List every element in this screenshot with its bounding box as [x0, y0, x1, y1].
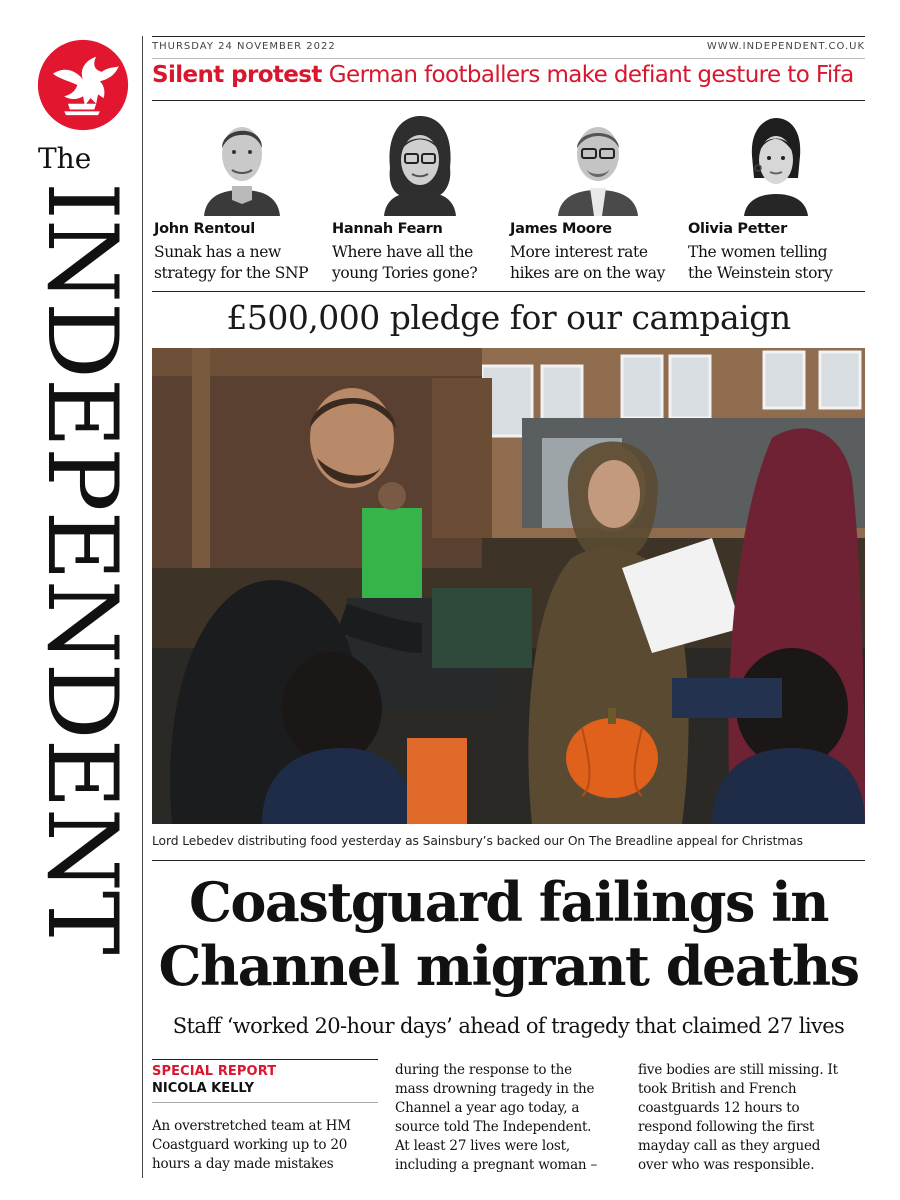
columnist-john-rentoul[interactable] — [152, 108, 330, 286]
body-line: over who was responsible. — [638, 1157, 815, 1173]
columnists-strip — [152, 108, 865, 286]
body-rule — [152, 1059, 378, 1060]
body-line: hours a day made mistakes — [152, 1156, 334, 1172]
byline-rule — [152, 1102, 378, 1103]
teaser-kicker: Silent protest — [152, 62, 322, 88]
campaign-headline[interactable]: £500,000 pledge for our campaign — [226, 298, 791, 337]
body-column-1 — [152, 1117, 378, 1174]
body-column-2 — [395, 1061, 621, 1175]
issue-date: THURSDAY 24 NOVEMBER 2022 — [152, 41, 336, 52]
columnist-name: James Moore — [510, 221, 612, 237]
masthead-the: The — [38, 142, 92, 175]
report-kicker: SPECIAL REPORT — [152, 1064, 277, 1079]
lead-standfirst: Staff ‘worked 20-hour days’ ahead of tragedy that claimed 27 lives — [172, 1014, 845, 1038]
columnists-rule — [152, 291, 865, 292]
special-report-block — [152, 1064, 378, 1103]
eagle-logo-icon — [36, 38, 130, 132]
body-line: during the response to the — [395, 1062, 572, 1078]
columnist-headline — [332, 242, 514, 284]
body-line: five bodies are still missing. It — [638, 1062, 838, 1078]
headline-line: young Tories gone? — [332, 264, 478, 282]
body-line: source told The Independent. — [395, 1119, 592, 1135]
columnist-portrait-icon — [736, 108, 816, 216]
columnist-portrait-icon — [380, 108, 460, 216]
body-line: At least 27 lives were lost, — [395, 1138, 570, 1154]
columnist-james-moore[interactable] — [508, 108, 686, 286]
lead-photo — [152, 348, 865, 824]
columnist-name: Hannah Fearn — [332, 221, 443, 237]
masthead-title: INDEPENDENT — [26, 182, 138, 954]
columnist-headline — [154, 242, 336, 284]
headline-line: hikes are on the way — [510, 264, 665, 282]
headline-line: Channel migrant deaths — [158, 934, 859, 998]
body-line: including a pregnant woman – — [395, 1157, 598, 1173]
body-column-3 — [638, 1061, 864, 1175]
website-link[interactable]: WWW.INDEPENDENT.CO.UK — [706, 41, 865, 52]
columnist-name: John Rentoul — [154, 221, 255, 237]
body-line: mayday call as they argued — [638, 1138, 821, 1154]
report-byline: NICOLA KELLY — [152, 1081, 255, 1096]
columnist-headline — [510, 242, 692, 284]
columnist-headline — [688, 242, 870, 284]
body-line: took British and French — [638, 1081, 797, 1097]
body-line: Channel a year ago today, a — [395, 1100, 580, 1116]
headline-line: The women telling — [688, 243, 828, 261]
teaser-text: German footballers make defiant gesture to Fifa — [328, 62, 854, 88]
headline-line: Coastguard failings in — [188, 870, 829, 934]
dateline-rule — [152, 58, 865, 59]
body-line: Coastguard working up to 20 — [152, 1137, 348, 1153]
masthead-divider — [142, 36, 143, 1178]
columnist-portrait-icon — [558, 108, 638, 216]
body-line: mass drowning tragedy in the — [395, 1081, 595, 1097]
teaser-rule — [152, 100, 865, 101]
front-page-content — [152, 0, 865, 1200]
body-line: respond following the first — [638, 1119, 815, 1135]
headline-line: strategy for the SNP — [154, 264, 309, 282]
lead-headline[interactable] — [152, 870, 865, 998]
columnist-portrait-icon — [202, 108, 282, 216]
headline-line: the Weinstein story — [688, 264, 833, 282]
columnist-hannah-fearn[interactable] — [330, 108, 508, 286]
body-line: coastguards 12 hours to — [638, 1100, 800, 1116]
columnist-olivia-petter[interactable] — [686, 108, 864, 286]
top-rule — [152, 36, 865, 37]
headline-line: Sunak has a new — [154, 243, 281, 261]
headline-line: More interest rate — [510, 243, 648, 261]
caption-rule — [152, 860, 865, 861]
body-line: An overstretched team at HM — [152, 1118, 351, 1134]
masthead — [0, 0, 143, 1200]
headline-line: Where have all the — [332, 243, 473, 261]
dateline — [152, 41, 865, 52]
columnist-name: Olivia Petter — [688, 221, 787, 237]
photo-caption: Lord Lebedev distributing food yesterday as Sainsbury’s backed our On The Breadline appeal for Christmas — [152, 834, 803, 848]
teaser-headline[interactable] — [152, 62, 865, 88]
